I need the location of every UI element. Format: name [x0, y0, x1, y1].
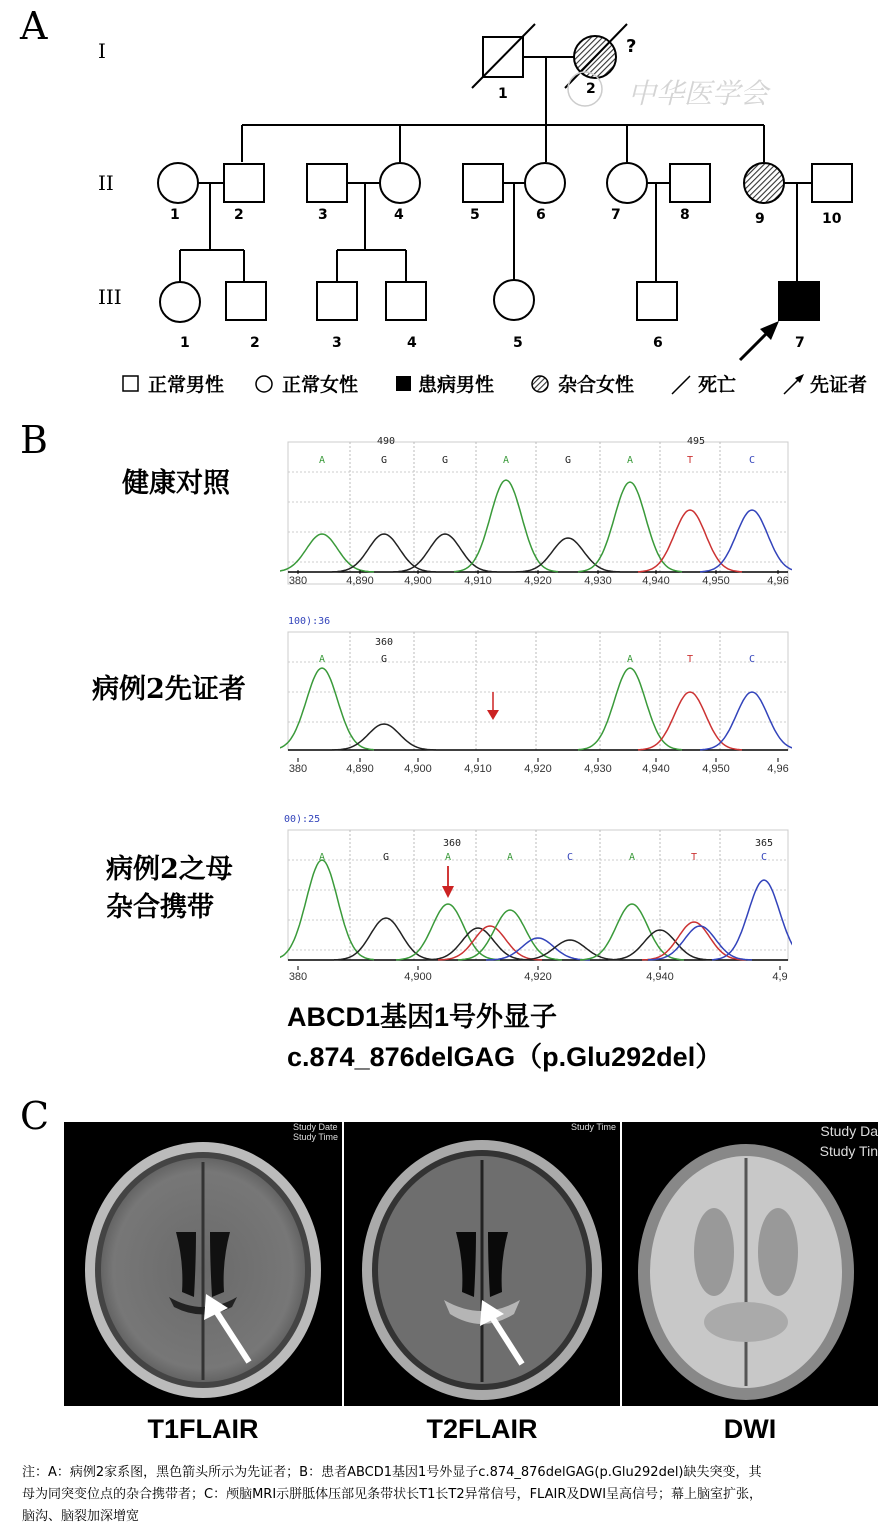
legend-deceased-icon — [672, 376, 690, 394]
note-line-1: 注：A：病例2家系图，黑色箭头所示为先证者；B：患者ABCD1基因1号外显子c.874_876delGAG(p.Glu292del)缺失突变，其 — [22, 1465, 762, 1480]
pedigree-iii-1-female — [160, 282, 200, 322]
legend-proband: 先证者 — [810, 374, 868, 396]
pedigree-number: 5 — [513, 335, 523, 351]
axis-tick-label: 4,920 — [524, 763, 552, 775]
axis-tick-label: 4,940 — [642, 575, 670, 587]
pedigree-iii-6-male — [637, 282, 677, 320]
axis-tick-label: 380 — [288, 763, 308, 775]
pedigree-number: 2 — [250, 335, 260, 351]
pedigree-iii-2-male — [226, 282, 266, 320]
gene-name: ABCD1基因1号外显子 — [287, 1002, 558, 1032]
chrom-row-mother — [288, 830, 788, 960]
axis-tick-label: 380 — [288, 575, 308, 587]
mri-t2-header: Study Time — [570, 1122, 616, 1132]
pedigree-ii-10-male — [812, 164, 852, 202]
figure-note — [22, 1462, 882, 1528]
axis-tick-label: 4,9 — [772, 971, 788, 983]
base-call: G — [441, 455, 449, 466]
pedigree-iii-5-female — [494, 280, 534, 320]
pedigree-number: 8 — [680, 207, 690, 223]
axis-tick-label: 4,890 — [346, 575, 374, 587]
pedigree-number: 6 — [536, 207, 546, 223]
pedigree-ii-2-male — [224, 164, 264, 202]
base-call: A — [318, 654, 326, 665]
chrom-label-proband: 病例2先证者 — [92, 674, 246, 705]
generation-label-iii: III — [98, 285, 122, 309]
mri-dwi-header-1: Study Da — [820, 1123, 878, 1139]
base-call: C — [748, 654, 756, 665]
legend-carrier-icon — [532, 376, 548, 392]
pedigree-ii-8-male — [670, 164, 710, 202]
legend-male-icon — [123, 376, 138, 391]
chrom-row-proband — [288, 632, 788, 750]
mri-t1flair-image — [64, 1122, 342, 1406]
pedigree-ii-5-male — [463, 164, 503, 202]
axis-tick-label: 4,890 — [346, 763, 374, 775]
axis-tick-label: 4,96 — [767, 763, 789, 775]
mutation-name: c.874_876delGAG（p.Glu292del） — [287, 1042, 723, 1072]
chromatogram-panel — [280, 430, 792, 990]
pedigree-ii-7-female — [607, 163, 647, 203]
axis-tick-label: 4,920 — [524, 971, 552, 983]
note-line-2: 母为同突变位点的杂合携带者；C：颅脑MRI示胼胝体压部见条带状长T1长T2异常信号，FLAIR及DWI呈高信号；幕上脑室扩张， — [22, 1487, 763, 1502]
pedigree-ii-6-female — [525, 163, 565, 203]
mri-t1-header: Study Date Study Time — [292, 1122, 338, 1142]
trace-header: 00):25 — [284, 814, 321, 825]
legend-female-icon — [256, 376, 272, 392]
legend-deceased: 死亡 — [698, 374, 737, 396]
base-call: G — [380, 455, 388, 466]
panel-a-letter: A — [20, 4, 48, 48]
pedigree-number: 7 — [611, 207, 621, 223]
chrom-row-control — [288, 442, 788, 584]
pedigree-number: 2 — [234, 207, 244, 223]
pedigree-number: 10 — [822, 211, 842, 227]
position-label: 360 — [374, 637, 394, 648]
pedigree-number: 2 — [586, 81, 596, 97]
base-call: A — [626, 654, 634, 665]
pedigree-number: 9 — [755, 211, 765, 227]
axis-tick-label: 4,930 — [584, 763, 612, 775]
axis-tick-label: 4,940 — [646, 971, 674, 983]
base-call: A — [626, 455, 634, 466]
axis-tick-label: 4,900 — [404, 971, 432, 983]
pedigree-number: 3 — [332, 335, 342, 351]
pedigree-iii-3-male — [317, 282, 357, 320]
mri-label-dwi: DWI — [723, 1414, 777, 1444]
base-call: A — [318, 852, 326, 863]
pedigree-iii-4-male — [386, 282, 426, 320]
axis-tick-label: 4,900 — [404, 763, 432, 775]
panel-c-letter: C — [20, 1094, 50, 1138]
pedigree-number: 6 — [653, 335, 663, 351]
axis-tick-label: 4,950 — [702, 575, 730, 587]
panel-b-letter: B — [20, 418, 48, 462]
mri-dwi-header-2: Study Tin — [819, 1143, 878, 1159]
pedigree-number: 5 — [470, 207, 480, 223]
base-call: A — [506, 852, 514, 863]
legend-normal-male: 正常男性 — [148, 374, 225, 396]
base-call: T — [690, 852, 698, 863]
axis-tick-label: 4,920 — [524, 575, 552, 587]
base-call: C — [748, 455, 756, 466]
pedigree-iii-7-affected-male — [779, 282, 819, 320]
pedigree-number: 1 — [498, 86, 508, 102]
pedigree-number: 4 — [394, 207, 404, 223]
watermark-seal — [568, 72, 602, 106]
trace-header: 100):36 — [288, 616, 331, 627]
mri-label-t2flair: T2FLAIR — [426, 1414, 538, 1444]
base-call: T — [686, 654, 694, 665]
note-line-3: 脑沟、脑裂加深增宽 — [22, 1509, 140, 1524]
generation-label-i: I — [98, 39, 106, 63]
chrom-label-mother-1: 病例2之母 — [106, 854, 233, 885]
base-call: A — [628, 852, 636, 863]
base-call: C — [760, 852, 768, 863]
base-call: A — [502, 455, 510, 466]
axis-tick-label: 4,900 — [404, 575, 432, 587]
base-call: T — [686, 455, 694, 466]
axis-tick-label: 4,910 — [464, 575, 492, 587]
pedigree-number: 7 — [795, 335, 805, 351]
question-mark: ? — [626, 36, 637, 57]
axis-tick-label: 4,930 — [584, 575, 612, 587]
mri-dwi-image — [622, 1122, 878, 1406]
base-call: G — [382, 852, 390, 863]
pedigree-number: 1 — [180, 335, 190, 351]
legend-carrier-female: 杂合女性 — [558, 374, 635, 396]
axis-tick-label: 4,940 — [642, 763, 670, 775]
base-call: G — [564, 455, 572, 466]
position-label: 495 — [686, 436, 706, 447]
base-call: C — [566, 852, 574, 863]
mri-label-t1flair: T1FLAIR — [147, 1414, 259, 1444]
position-label: 490 — [376, 436, 396, 447]
base-call: A — [444, 852, 452, 863]
axis-tick-label: 380 — [288, 971, 308, 983]
axis-tick-label: 4,96 — [767, 575, 789, 587]
pedigree-number: 3 — [318, 207, 328, 223]
position-label: 360 — [442, 838, 462, 849]
base-call: A — [318, 455, 326, 466]
legend-affected-male: 患病男性 — [418, 374, 495, 396]
base-call: G — [380, 654, 388, 665]
pedigree-number: 1 — [170, 207, 180, 223]
pedigree-ii-1-female — [158, 163, 198, 203]
generation-label-ii: II — [98, 171, 114, 195]
chrom-label-mother-2: 杂合携带 — [106, 892, 214, 923]
pedigree-chart — [0, 0, 892, 410]
watermark-text: 中华医学会 — [628, 77, 769, 110]
pedigree-ii-9-carrier-female — [744, 163, 784, 203]
pedigree-ii-3-male — [307, 164, 347, 202]
legend-normal-female: 正常女性 — [282, 374, 359, 396]
legend-affected-icon — [396, 376, 411, 391]
pedigree-ii-4-female — [380, 163, 420, 203]
axis-tick-label: 4,950 — [702, 763, 730, 775]
chrom-label-control: 健康对照 — [122, 468, 230, 499]
mri-t2flair-image — [344, 1122, 620, 1406]
position-label: 365 — [754, 838, 774, 849]
axis-tick-label: 4,910 — [464, 763, 492, 775]
pedigree-number: 4 — [407, 335, 417, 351]
